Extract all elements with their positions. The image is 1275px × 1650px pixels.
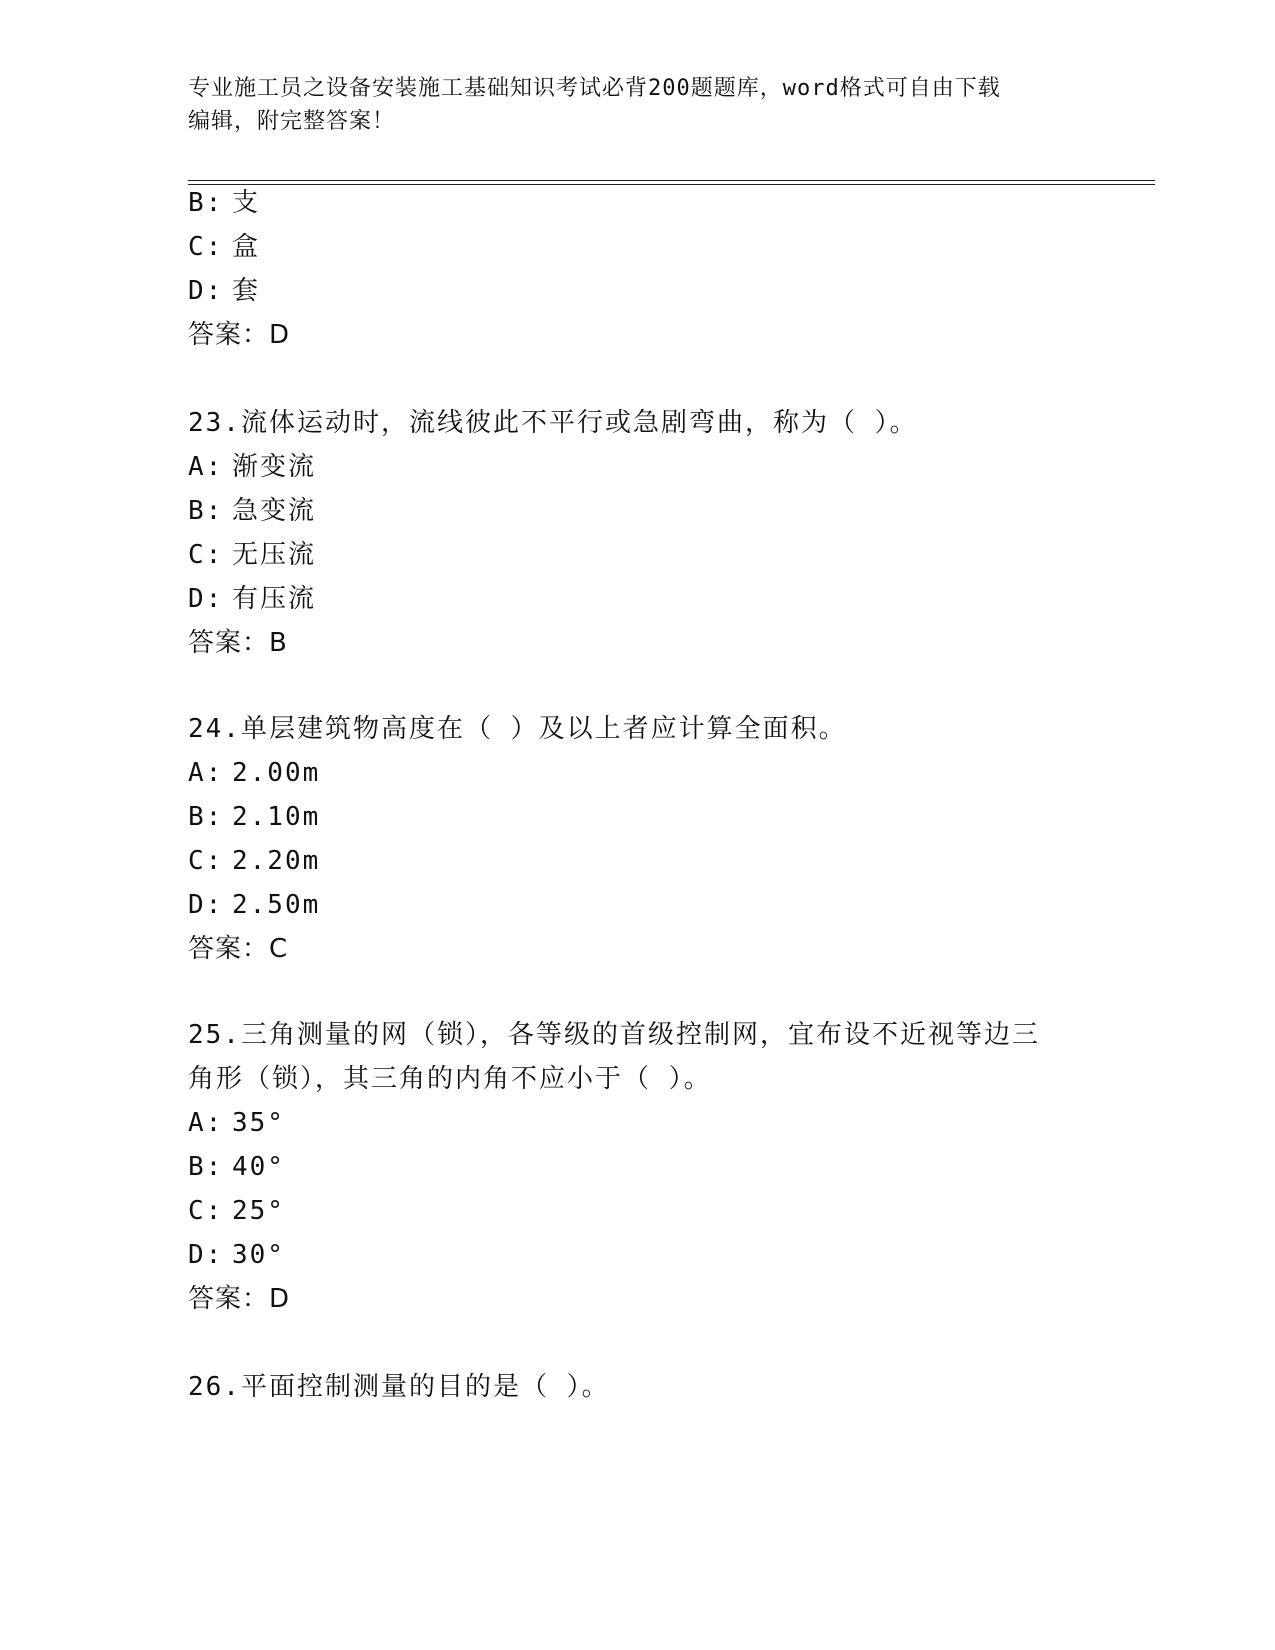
option-key: C: [188, 846, 224, 876]
option-line [188, 274, 260, 308]
option-key: D: [188, 890, 224, 920]
option-line [188, 538, 316, 572]
option-line [188, 1194, 285, 1228]
option-text: 35° [232, 1108, 285, 1138]
document-title-line-1: 专业施工员之设备安装施工基础知识考试必背200题题库，word格式可自由下载 [188, 76, 1001, 101]
option-line [188, 582, 316, 616]
option-line [188, 844, 320, 878]
option-key: B: [188, 188, 224, 218]
option-line [188, 1106, 285, 1140]
option-line [188, 494, 316, 528]
option-text: 套 [232, 276, 261, 306]
option-key: A: [188, 758, 224, 788]
answer-line: 答案：D [188, 1284, 291, 1314]
option-line [188, 186, 260, 220]
option-text: 渐变流 [232, 452, 317, 482]
option-key: C: [188, 232, 224, 262]
question-stem: 25.三角测量的网（锁），各等级的首级控制网，宜布设不近视等边三 [188, 1020, 1040, 1050]
option-key: C: [188, 540, 224, 570]
page-header [188, 72, 1088, 138]
option-line [188, 756, 320, 790]
option-key: B: [188, 496, 224, 526]
option-key: A: [188, 452, 224, 482]
option-line [188, 1150, 285, 1184]
option-key: C: [188, 1196, 224, 1226]
option-text: 30° [232, 1240, 285, 1270]
option-text: 2.50m [232, 890, 321, 920]
option-line [188, 450, 316, 484]
option-line [188, 1238, 285, 1272]
option-text: 2.00m [232, 758, 321, 788]
option-text: 支 [232, 188, 261, 218]
question-stem-continued: 角形（锁），其三角的内角不应小于（ ）。 [188, 1064, 712, 1094]
option-key: A: [188, 1108, 224, 1138]
option-text: 2.10m [232, 802, 321, 832]
option-text: 急变流 [232, 496, 317, 526]
header-divider [188, 180, 1155, 185]
option-text: 无压流 [232, 540, 317, 570]
question-stem: 24.单层建筑物高度在（ ）及以上者应计算全面积。 [188, 714, 847, 744]
answer-line: 答案：D [188, 320, 291, 350]
option-key: D: [188, 1240, 224, 1270]
answer-line: 答案：B [188, 628, 288, 658]
option-text: 2.20m [232, 846, 321, 876]
option-key: B: [188, 802, 224, 832]
option-text: 25° [232, 1196, 285, 1226]
option-line [188, 800, 320, 834]
option-line [188, 888, 320, 922]
option-key: D: [188, 276, 224, 306]
question-stem: 26.平面控制测量的目的是（ ）。 [188, 1372, 610, 1402]
option-key: D: [188, 584, 224, 614]
option-text: 盒 [232, 232, 261, 262]
option-line [188, 230, 260, 264]
question-stem: 23.流体运动时，流线彼此不平行或急剧弯曲，称为（ ）。 [188, 408, 918, 438]
option-text: 有压流 [232, 584, 317, 614]
answer-line: 答案：C [188, 934, 289, 964]
document-title-line-2: 编辑，附完整答案！ [188, 109, 396, 134]
option-key: B: [188, 1152, 224, 1182]
option-text: 40° [232, 1152, 285, 1182]
